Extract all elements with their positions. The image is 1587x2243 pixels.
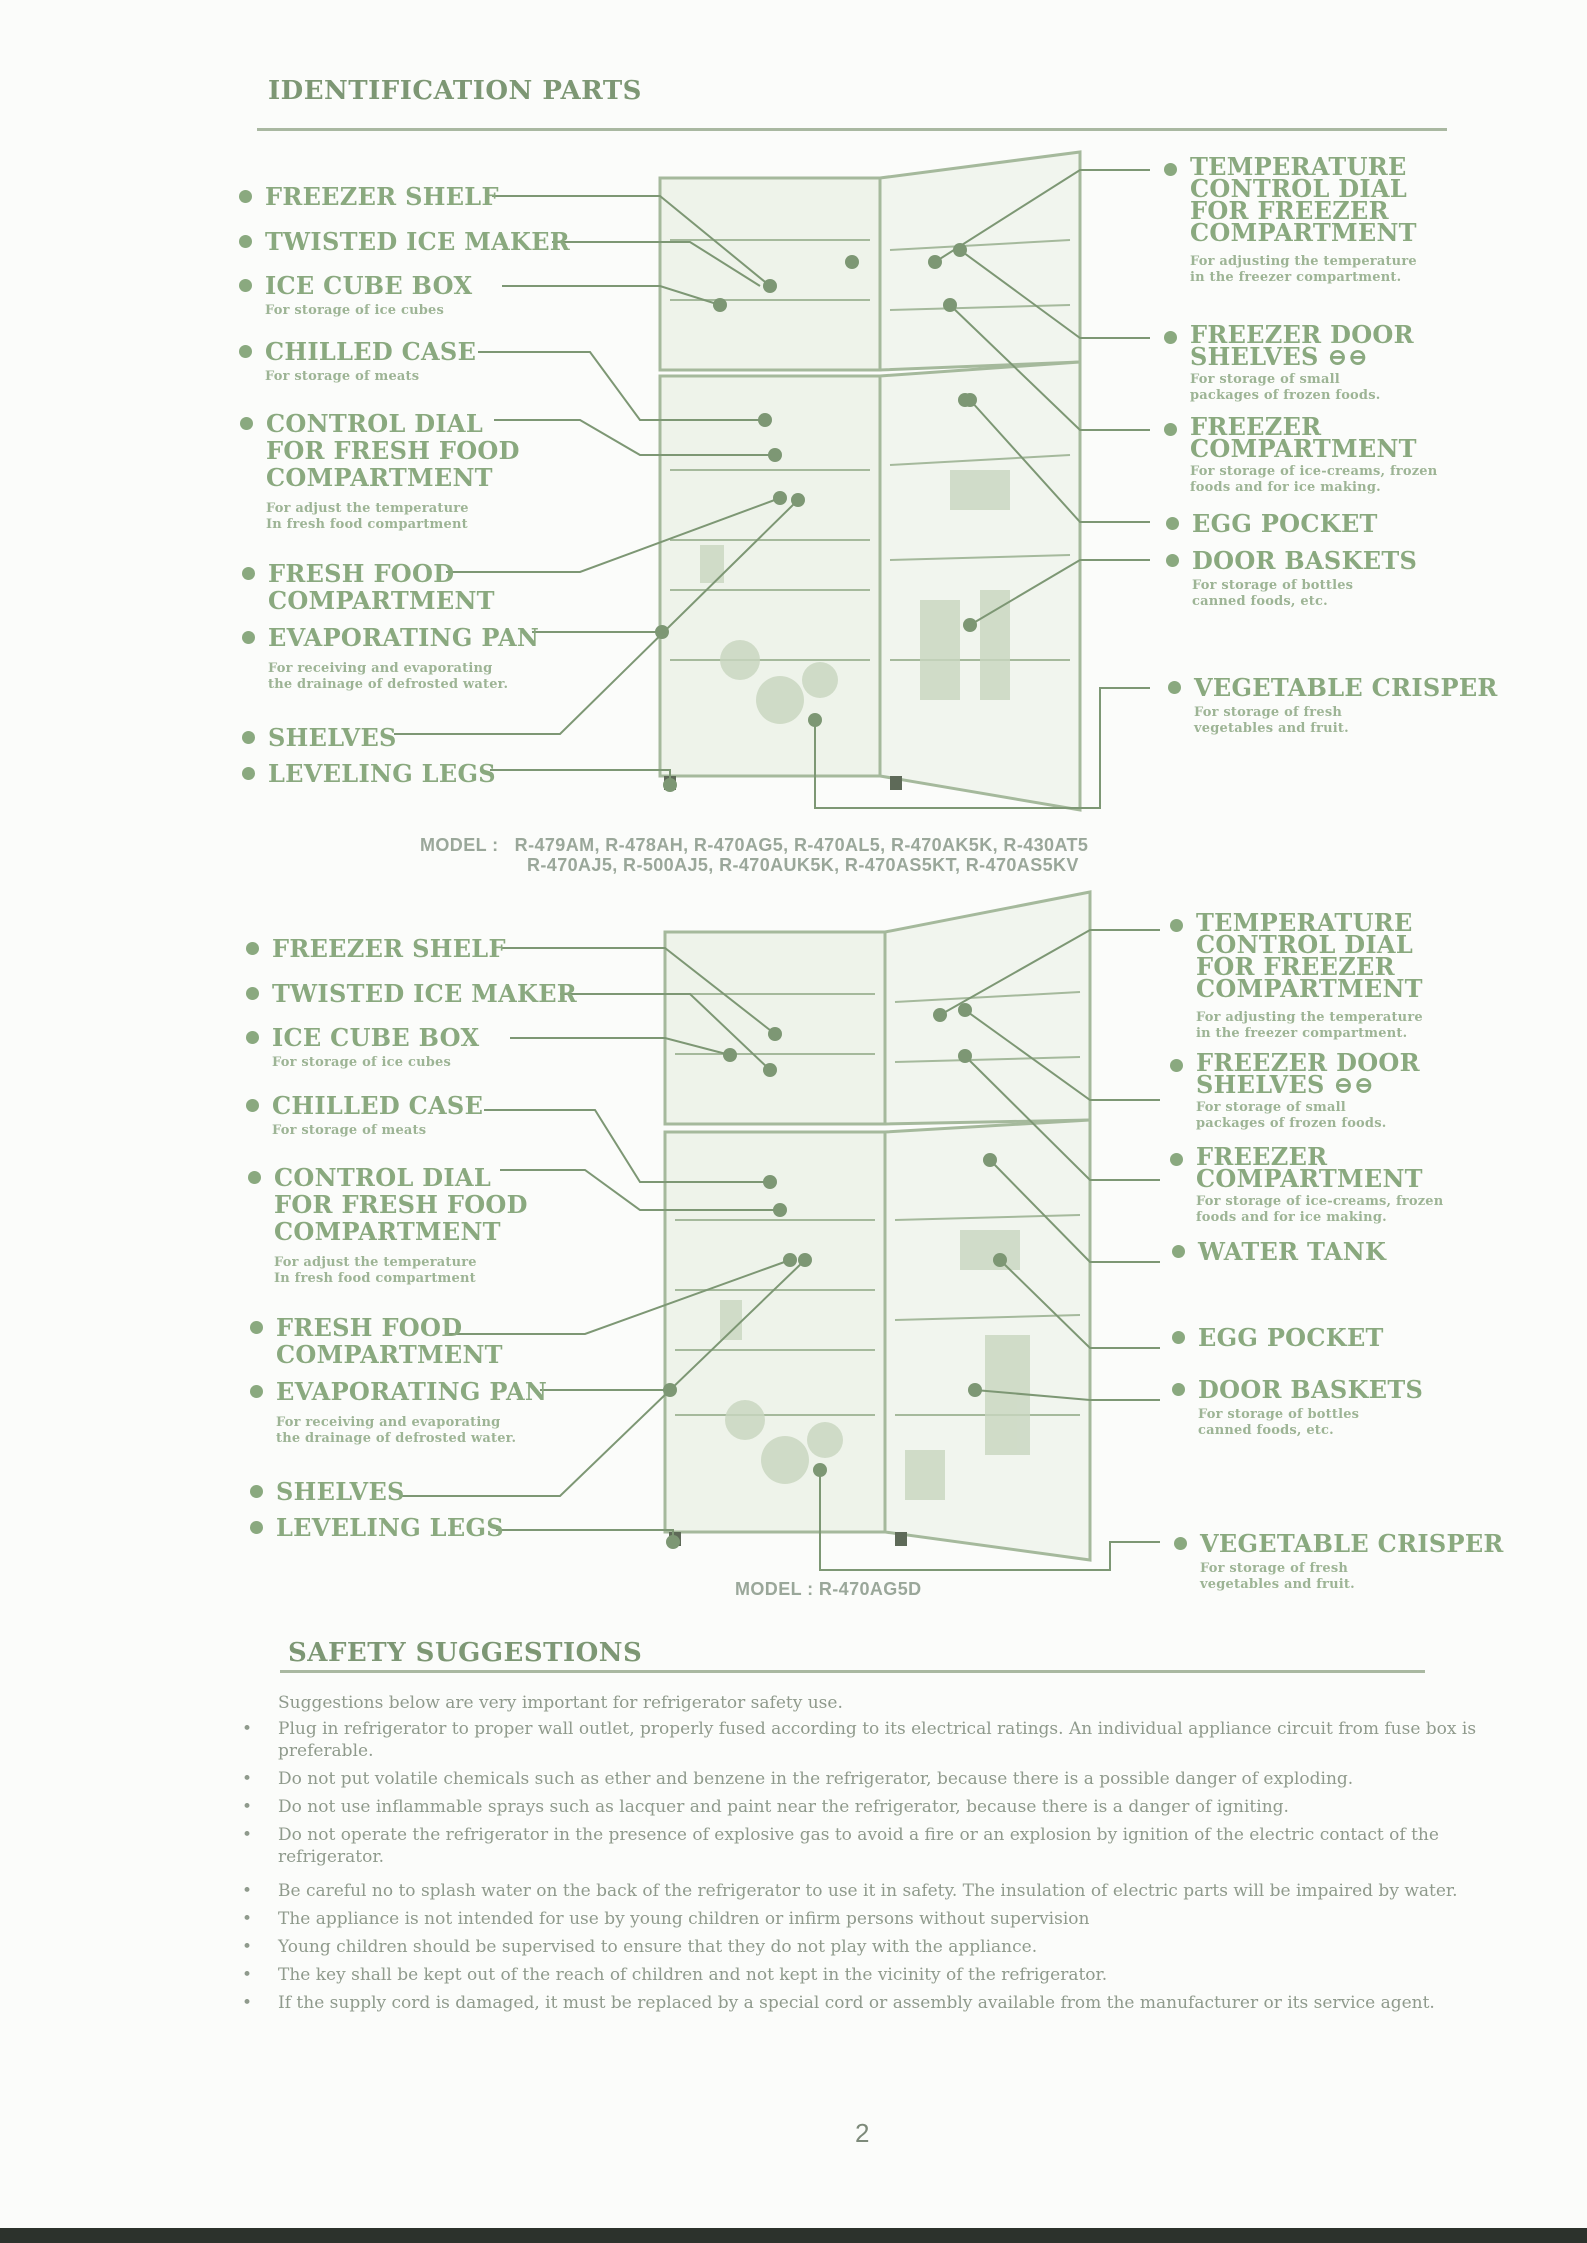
safety-item: • Do not put volatile chemicals such as ether and benzene in the refrigerator, because there is a possible danger of exploding. (278, 1768, 1490, 1790)
label-desc: For receiving and evaporating the drainage of defrosted water. (268, 661, 509, 692)
bullet-dot (250, 1485, 263, 1498)
d1-label-leveling-legs (268, 760, 496, 787)
label-title: DOOR BASKETS (1198, 1375, 1424, 1404)
label-desc: For adjusting the temperature in the freezer compartment. (1196, 1010, 1423, 1041)
label-desc: For storage of fresh vegetables and fruit. (1194, 705, 1349, 736)
label-desc: For storage of ice-creams, frozen foods and for ice making. (1196, 1194, 1444, 1225)
bullet-dot (239, 345, 252, 358)
label-title: FRESH FOOD COMPARTMENT (268, 559, 495, 615)
bullet-dot (248, 1171, 261, 1184)
label-title: SHELVES (276, 1477, 405, 1506)
bullet-dot (1172, 1331, 1185, 1344)
label-title: FREEZER SHELF (272, 934, 506, 963)
d2-label-control-dial (274, 1164, 528, 1287)
label-title: VEGETABLE CRISPER (1200, 1529, 1504, 1558)
bullet-dot (250, 1321, 263, 1334)
label-title: CONTROL DIAL FOR FRESH FOOD COMPARTMENT (266, 409, 520, 492)
d2-label-fresh-food (276, 1314, 503, 1368)
label-title: WATER TANK (1198, 1237, 1387, 1266)
label-title: FREEZER DOOR SHELVES ⊖⊖ (1190, 320, 1414, 371)
safety-item: • The appliance is not intended for use by young children or infirm persons without supervision (278, 1908, 1490, 1930)
safety-item: • Young children should be supervised to ensure that they do not play with the appliance. (278, 1936, 1490, 1958)
model-list-2: MODEL : R-470AG5D (735, 1579, 922, 1599)
d2-label-evaporating-pan (276, 1378, 547, 1447)
d2-label-shelves (276, 1478, 405, 1505)
scan-bottom-edge (0, 2228, 1587, 2243)
d1-label-freezer-shelf (265, 183, 499, 210)
bullet-dot (1164, 163, 1177, 176)
label-title: TWISTED ICE MAKER (272, 979, 578, 1008)
bullet-dot (250, 1521, 263, 1534)
title-rule (280, 1670, 1425, 1673)
label-title: EVAPORATING PAN (268, 623, 540, 652)
d2-label-egg-pocket (1198, 1324, 1384, 1351)
bullet-dot (1166, 554, 1179, 567)
label-title: ICE CUBE BOX (265, 271, 473, 300)
bullet-dot (1170, 919, 1183, 932)
bullet-dot (1168, 681, 1181, 694)
label-title: CONTROL DIAL FOR FRESH FOOD COMPARTMENT (274, 1163, 528, 1246)
label-desc: For storage of small packages of frozen foods. (1190, 372, 1381, 403)
d1-label-fresh-food (268, 560, 495, 614)
d1-label-temperature-control-dial (1190, 152, 1417, 286)
label-title: FREEZER SHELF (265, 182, 499, 211)
d2-label-freezer-door-shelves (1196, 1048, 1420, 1132)
d1-label-door-baskets (1192, 547, 1417, 610)
label-desc: For storage of ice cubes (272, 1055, 452, 1070)
bullet-dot (1166, 517, 1179, 530)
bullet-dot (239, 279, 252, 292)
label-desc: For storage of meats (265, 369, 420, 384)
label-title: EVAPORATING PAN (276, 1377, 548, 1406)
label-desc: For adjust the temperature In fresh food compartment (266, 501, 469, 532)
d1-label-freezer-door-shelves (1190, 320, 1414, 404)
safety-item: • If the supply cord is damaged, it must be replaced by a special cord or assembly available from the manufacturer or its service agent. (278, 1992, 1490, 2014)
label-title: FREEZER DOOR SHELVES ⊖⊖ (1196, 1048, 1420, 1099)
d1-label-evaporating-pan (268, 624, 539, 693)
bullet-dot (239, 235, 252, 248)
page-number: 2 (855, 2118, 870, 2148)
d1-label-freezer-compartment (1190, 412, 1438, 496)
safety-intro: Suggestions below are very important for refrigerator safety use. (278, 1693, 843, 1713)
label-desc: For storage of fresh vegetables and fruit. (1200, 1561, 1355, 1592)
label-title: DOOR BASKETS (1192, 546, 1418, 575)
label-desc: For storage of ice cubes (265, 303, 445, 318)
label-title: FRESH FOOD COMPARTMENT (276, 1313, 503, 1369)
bullet-dot (246, 1099, 259, 1112)
safety-item: • Be careful no to splash water on the back of the refrigerator to use it in safety. The insulation of electric parts will be impaired by water. (278, 1880, 1490, 1902)
bullet-dot (1172, 1245, 1185, 1258)
bullet-dot (1172, 1383, 1185, 1396)
bullet-dot (242, 567, 255, 580)
label-title: LEVELING LEGS (268, 759, 496, 788)
section-title-safety-suggestions: SAFETY SUGGESTIONS (288, 1638, 643, 1668)
label-title: VEGETABLE CRISPER (1194, 673, 1498, 702)
label-title: FREEZER COMPARTMENT (1196, 1142, 1423, 1193)
d2-label-chilled-case (272, 1092, 483, 1139)
label-desc: For storage of bottles canned foods, etc. (1198, 1407, 1360, 1438)
label-desc: For storage of small packages of frozen foods. (1196, 1100, 1387, 1131)
safety-list (278, 1718, 1490, 2014)
label-title: LEVELING LEGS (276, 1513, 504, 1542)
label-desc: For storage of meats (272, 1123, 427, 1138)
label-desc: For adjust the temperature In fresh food compartment (274, 1255, 477, 1286)
bullet-dot (1170, 1059, 1183, 1072)
label-desc: For storage of ice-creams, frozen foods and for ice making. (1190, 464, 1438, 495)
label-title: TWISTED ICE MAKER (265, 227, 571, 256)
d2-label-vegetable-crisper (1200, 1530, 1504, 1593)
d2-label-freezer-shelf (272, 935, 506, 962)
model-list-1-line2: R-470AJ5, R-500AJ5, R-470AUK5K, R-470AS5KT, R-470AS5KV (527, 855, 1079, 875)
bullet-dot (242, 767, 255, 780)
label-desc: For adjusting the temperature in the freezer compartment. (1190, 254, 1417, 285)
d1-label-ice-cube-box (265, 272, 472, 319)
d1-label-egg-pocket (1192, 510, 1378, 537)
d2-label-ice-cube-box (272, 1024, 479, 1071)
label-title: CHILLED CASE (272, 1091, 484, 1120)
d1-label-shelves (268, 724, 397, 751)
label-title: CHILLED CASE (265, 337, 477, 366)
safety-item: • The key shall be kept out of the reach of children and not kept in the vicinity of the refrigerator. (278, 1964, 1490, 1986)
d1-label-twisted-ice-maker (265, 228, 570, 255)
bullet-dot (1170, 1153, 1183, 1166)
label-title: TEMPERATURE CONTROL DIAL FOR FREEZER COMPARTMENT (1190, 152, 1417, 247)
bullet-dot (246, 1031, 259, 1044)
d2-label-twisted-ice-maker (272, 980, 577, 1007)
d2-label-door-baskets (1198, 1376, 1423, 1439)
label-desc: For receiving and evaporating the drainage of defrosted water. (276, 1415, 517, 1446)
bullet-dot (1174, 1537, 1187, 1550)
bullet-dot (250, 1385, 263, 1398)
bullet-dot (242, 731, 255, 744)
safety-suggestions-text (278, 1692, 1490, 2020)
label-title: EGG POCKET (1198, 1323, 1384, 1352)
d2-label-freezer-compartment (1196, 1142, 1444, 1226)
label-title: SHELVES (268, 723, 397, 752)
bullet-dot (239, 190, 252, 203)
bullet-dot (240, 417, 253, 430)
d1-label-chilled-case (265, 338, 476, 385)
bullet-dot (1164, 423, 1177, 436)
model-list-1-line1: MODEL : R-479AM, R-478AH, R-470AG5, R-470AL5, R-470AK5K, R-430AT5 (420, 835, 1089, 855)
label-desc: For storage of bottles canned foods, etc. (1192, 578, 1354, 609)
d1-label-vegetable-crisper (1194, 674, 1498, 737)
d2-label-leveling-legs (276, 1514, 504, 1541)
bullet-dot (246, 942, 259, 955)
safety-item: • Do not use inflammable sprays such as lacquer and paint near the refrigerator, because there is a danger of igniting. (278, 1796, 1490, 1818)
label-title: EGG POCKET (1192, 509, 1378, 538)
section-title-identification-parts: IDENTIFICATION PARTS (268, 76, 642, 106)
label-title: FREEZER COMPARTMENT (1190, 412, 1417, 463)
safety-item: • Do not operate the refrigerator in the presence of explosive gas to avoid a fire or an explosion by ignition of the electric contact of the refrigerator. (278, 1824, 1490, 1868)
bullet-dot (1164, 331, 1177, 344)
label-title: ICE CUBE BOX (272, 1023, 480, 1052)
d2-label-temperature-control-dial (1196, 908, 1423, 1042)
label-title: TEMPERATURE CONTROL DIAL FOR FREEZER COMPARTMENT (1196, 908, 1423, 1003)
bullet-dot (242, 631, 255, 644)
d1-label-control-dial (266, 410, 520, 533)
safety-item: • Plug in refrigerator to proper wall outlet, properly fused according to its electrical ratings. An individual appliance circuit from fuse box is preferable. (278, 1718, 1490, 1762)
bullet-dot (246, 987, 259, 1000)
d2-label-water-tank (1198, 1238, 1386, 1265)
